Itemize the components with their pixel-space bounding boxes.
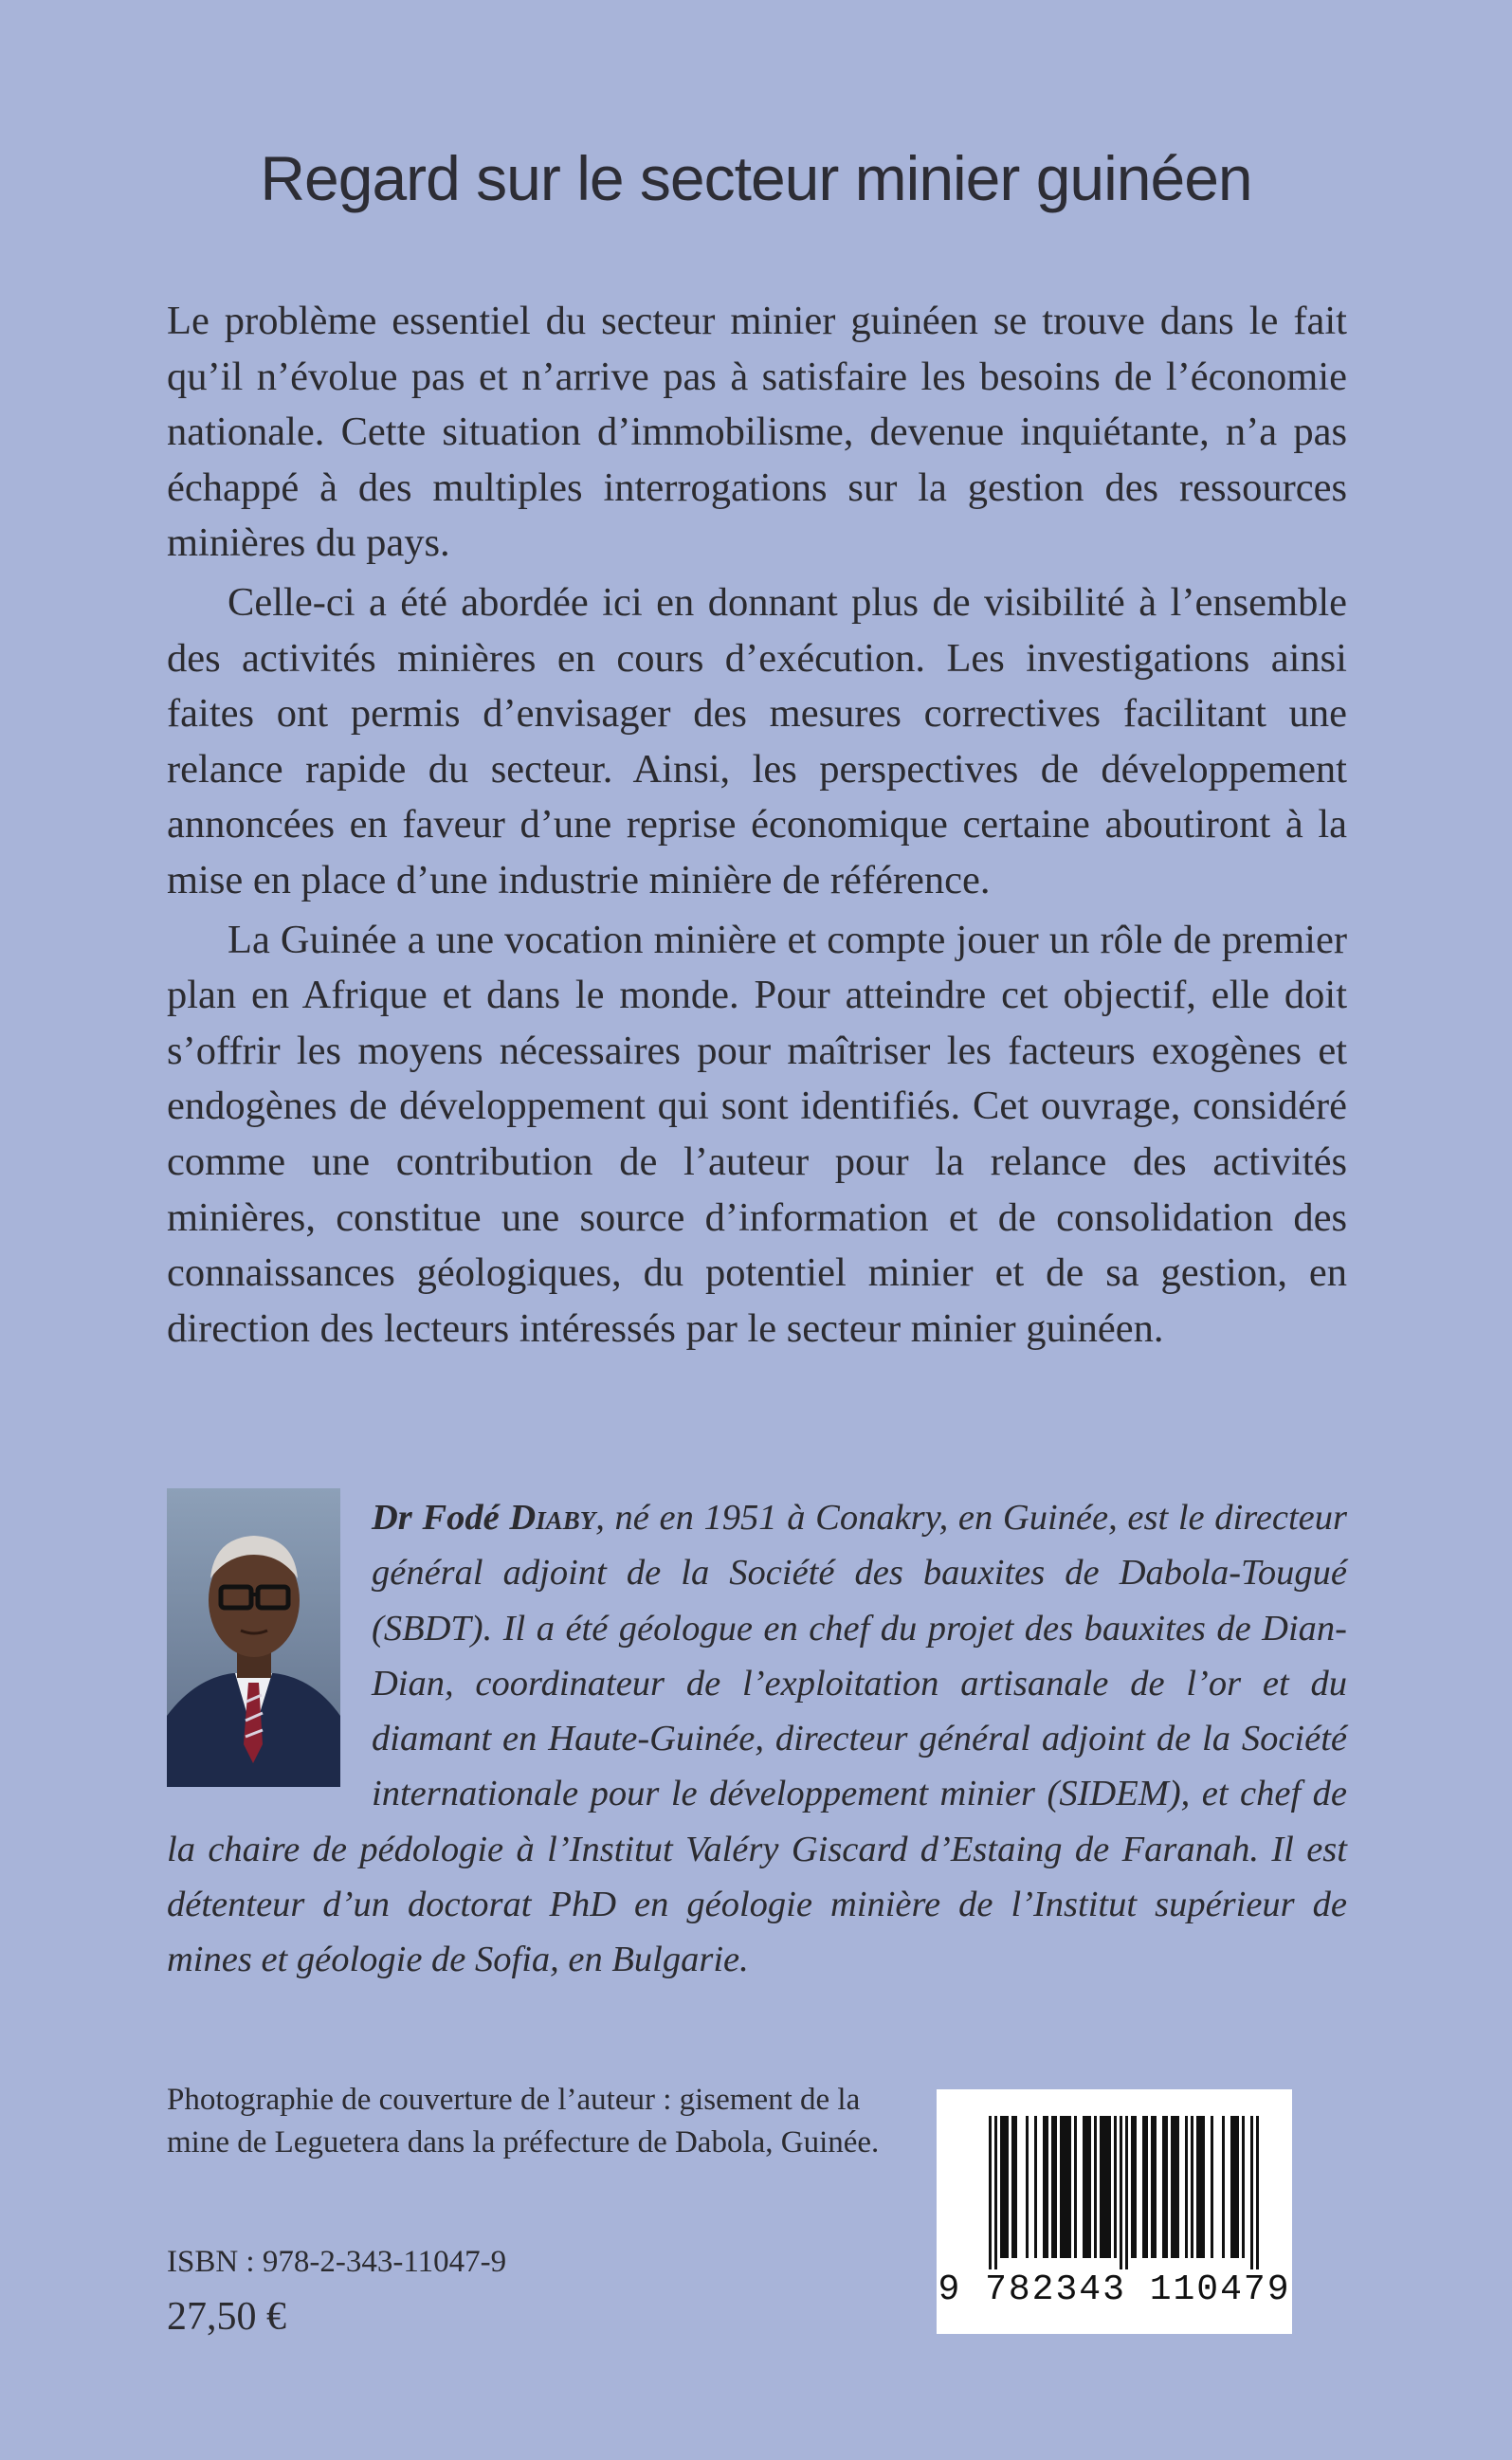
author-last-name: Diaby (509, 1498, 596, 1538)
barcode-bar (1011, 2116, 1017, 2258)
barcode-bar (1114, 2116, 1117, 2258)
barcode-bars (937, 2089, 1292, 2274)
barcode-bar (1142, 2116, 1148, 2258)
barcode-bar (989, 2116, 992, 2269)
summary-paragraph-3: La Guinée a une vocation minière et compte jouer un rôle de premier plan en Afrique et dans le monde. Pour atteindre cet objectif, elle doit s’offrir les moyens nécessaires pour maîtriser les facteurs exogènes et endogènes de développement qui sont identifiés. Cet ouvrage, considéré comme une contribution de l’auteur pour la relance des activités minières, constitue une source d’information et de consolidation des connaissances géologiques, du potentiel minier et de sa gestion, en direction des lecteurs intéressés par le secteur minier guinéen. (167, 917, 1347, 1351)
photo-spacer (167, 1490, 372, 1803)
barcode-bar (1185, 2116, 1188, 2258)
barcode-bar (1230, 2116, 1239, 2258)
barcode-bar (1100, 2116, 1111, 2258)
barcode-bar (1250, 2116, 1253, 2269)
summary-paragraph-2: Celle-ci a été abordée ici en donnant plus de visibilité à l’ensemble des activités minières en cours d’exécution. Les investigations ainsi faites ont permis d’envisager des mesures correctives facilitant une relance rapide du secteur. Ainsi, les perspectives de développement annoncées en faveur d’une reprise économique certaine aboutiront à la mise en place d’une industrie minière de référence. (167, 579, 1347, 902)
barcode-bar (1043, 2116, 1048, 2258)
author-bio (167, 1490, 1347, 1988)
barcode-bar (1242, 2116, 1245, 2258)
author-first-name: Dr Fodé (372, 1498, 510, 1538)
author-bio-text: , né en 1951 à Conakry, en Guinée, est le directeur général adjoint de la Société des bauxites de Dabola-Tougué (SBDT). Il a été géologue en chef du projet des bauxites de Dian-Dian, coordinateur de l’exploitation artisanale de l’or et du diamant en Haute-Guinée, directeur général adjoint de la Société internationale pour le développement minier (SIDEM), et chef de la chaire de pédologie à l’Institut Valéry Giscard d’Estaing de Faranah. Il est détenteur d’un doctorat PhD en géologie minière de l’Institut supérieur de mines et géologie de Sofia, en Bulgarie. (167, 1498, 1347, 1980)
barcode (937, 2089, 1292, 2334)
barcode-bar (1083, 2116, 1091, 2258)
barcode-bar (1026, 2116, 1029, 2258)
book-title: Regard sur le secteur minier guinéen (260, 143, 1252, 213)
barcode-bar (1125, 2116, 1128, 2269)
barcode-bar (1196, 2116, 1205, 2258)
barcode-bar (994, 2116, 997, 2269)
barcode-bar (1094, 2116, 1097, 2258)
cover-photo-credit: Photographie de couverture de l’auteur : gisement de la mine de Leguetera dans la préfecture de Dabola, Guinée. (167, 2083, 880, 2159)
barcode-bar (1074, 2116, 1077, 2258)
summary-paragraph-1: Le problème essentiel du secteur minier guinéen se trouve dans le fait qu’il n’évolue pas et n’arrive pas à satisfaire les besoins de l’économie nationale. Cette situation d’immobilisme, devenue inquiétante, n’a pas échappé à des multiples interrogations sur la gestion des ressources minières du pays. (167, 299, 1347, 566)
barcode-bar (1211, 2116, 1213, 2258)
isbn: ISBN : 978-2-343-11047-9 (167, 2245, 507, 2279)
barcode-bar (1060, 2116, 1071, 2258)
price: 27,50 € (167, 2295, 286, 2339)
barcode-bar (1034, 2116, 1037, 2258)
barcode-bar (1000, 2116, 1009, 2258)
barcode-bar (1162, 2116, 1168, 2258)
barcode-bar (1191, 2116, 1193, 2258)
barcode-bar (1120, 2116, 1122, 2269)
barcode-bar (1256, 2116, 1259, 2269)
book-summary (167, 294, 1347, 1360)
barcode-bar (1222, 2116, 1225, 2258)
barcode-bar (1151, 2116, 1157, 2258)
barcode-bar (1051, 2116, 1057, 2258)
barcode-bar (1131, 2116, 1137, 2258)
barcode-digits: 9 782343 110479 (938, 2269, 1291, 2310)
barcode-bar (1171, 2116, 1179, 2258)
